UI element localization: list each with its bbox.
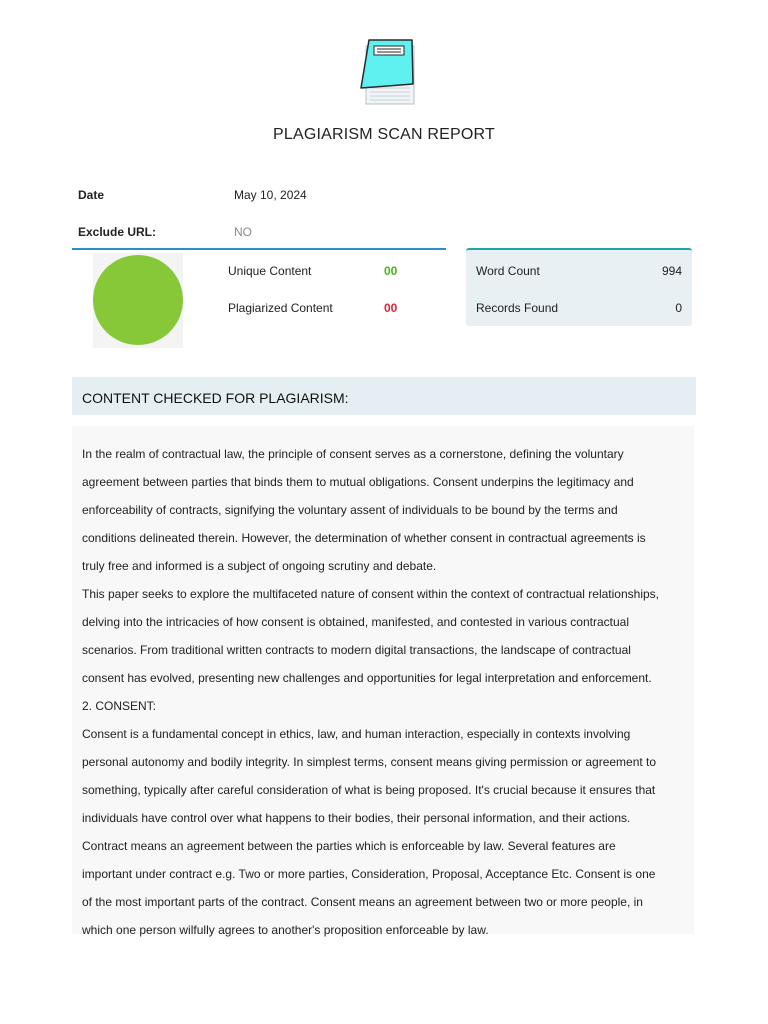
records-found-value: 0 bbox=[675, 301, 682, 315]
content-line: 2. CONSENT: bbox=[82, 699, 157, 713]
content-line: consent has evolved, presenting new challenges and opportunities for legal interpretation and enforcement. bbox=[82, 671, 652, 685]
pie-slice-unique bbox=[93, 255, 183, 345]
exclude-url-label: Exclude URL: bbox=[78, 225, 157, 239]
word-count-row bbox=[476, 264, 682, 278]
section-divider bbox=[72, 248, 446, 250]
content-section-heading: CONTENT CHECKED FOR PLAGIARISM: bbox=[82, 390, 349, 406]
content-line: Contract means an agreement between the parties which is enforceable by law. Several features are bbox=[82, 839, 616, 853]
content-section-header bbox=[72, 377, 696, 415]
records-found-row bbox=[476, 301, 682, 315]
content-line: which one person wilfully agrees to another's proposition enforceable by law. bbox=[82, 923, 489, 937]
word-count-label: Word Count bbox=[476, 264, 540, 278]
records-found-label: Records Found bbox=[476, 301, 559, 315]
report-title: PLAGIARISM SCAN REPORT bbox=[273, 126, 495, 143]
content-line: individuals have control over what happens to their bodies, their personal information, and their actions. bbox=[82, 811, 631, 825]
content-line: agreement between parties that binds them to mutual obligations. Consent underpins the legitimacy and bbox=[82, 475, 634, 489]
word-count-value: 994 bbox=[661, 264, 682, 278]
content-line: something, typically after careful consideration of what is being proposed. It's crucial because it ensures that bbox=[82, 783, 656, 797]
content-line: delving into the intricacies of how consent is obtained, manifested, and contested in various contractual bbox=[82, 615, 629, 629]
content-line: of the most important parts of the contract. Consent means an agreement between two or more people, in bbox=[82, 895, 643, 909]
content-line: This paper seeks to explore the multifaceted nature of consent within the context of contractual relationships, bbox=[82, 587, 659, 601]
content-line: Consent is a fundamental concept in ethics, law, and human interaction, especially in contexts involving bbox=[82, 727, 631, 741]
plagiarized-content-label: Plagiarized Content bbox=[228, 301, 333, 315]
unique-content-label: Unique Content bbox=[228, 264, 312, 278]
exclude-url-value: NO bbox=[234, 225, 252, 239]
notepad-logo-icon bbox=[350, 38, 420, 108]
summary-card bbox=[466, 248, 692, 326]
plagiarized-content-value: 00 bbox=[384, 301, 398, 315]
checked-content-body bbox=[72, 426, 694, 937]
date-value: May 10, 2024 bbox=[234, 188, 307, 202]
date-label: Date bbox=[78, 188, 105, 202]
content-line: personal autonomy and bodily integrity. In simplest terms, consent means giving permission or agreement to bbox=[82, 755, 657, 769]
content-line: enforceability of contracts, signifying the voluntary assent of individuals to be bound by the terms and bbox=[82, 503, 618, 517]
content-line: conditions delineated therein. However, the determination of whether consent in contractual agreements is bbox=[82, 531, 646, 545]
unique-content-pie-chart bbox=[93, 253, 183, 348]
content-line: important under contract e.g. Two or more parties, Consideration, Proposal, Acceptance Etc. Consent is one bbox=[82, 867, 656, 881]
content-line: In the realm of contractual law, the principle of consent serves as a cornerstone, defining the voluntary bbox=[82, 447, 624, 461]
content-line: scenarios. From traditional written contracts to modern digital transactions, the landscape of contractual bbox=[82, 643, 631, 657]
unique-content-value: 00 bbox=[384, 264, 398, 278]
content-line: truly free and informed is a subject of ongoing scrutiny and debate. bbox=[82, 559, 437, 573]
